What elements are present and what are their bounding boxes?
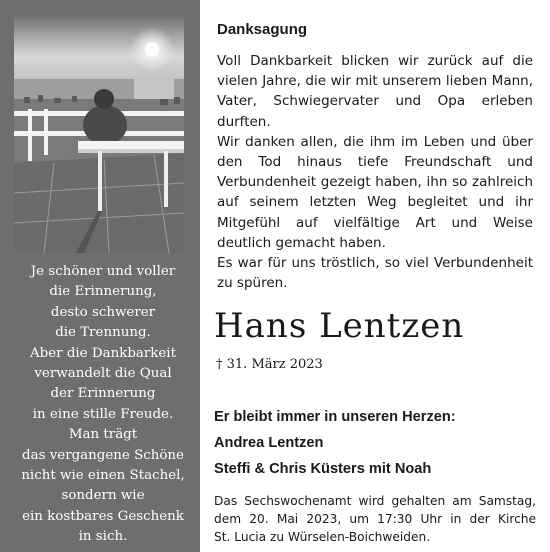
heading: Danksagung (217, 21, 308, 38)
closing-block (214, 404, 456, 482)
beach-bench-photo (14, 13, 184, 253)
paragraph (217, 132, 533, 253)
poem-line: verwandelt die Qual (34, 366, 172, 382)
deceased-name: Hans Lentzen (214, 306, 465, 346)
text-line: Vater, Schwiegervater und Opa erleben (217, 93, 533, 110)
poem-line: in eine stille Freude. (32, 406, 174, 422)
poem-line: ein kostbares Geschenk (22, 508, 184, 524)
thanks-text (217, 51, 533, 293)
poem-line: Man trägt (68, 427, 138, 443)
poem (8, 262, 198, 548)
poem-line: Je schöner und voller (30, 264, 176, 279)
text-line: durften. (217, 113, 271, 130)
service-notice (214, 492, 536, 546)
text-line: Wir danken allen, die ihm im Leben und über (217, 133, 533, 150)
poem-line: in sich. (78, 529, 128, 545)
text-line: vielen Jahre, die wir mit unserem lieben Mann, (217, 73, 533, 90)
poem-line: desto schwerer (50, 304, 156, 320)
poem-line: das vergangene Schöne (22, 447, 184, 463)
paragraph (217, 253, 533, 293)
notice-line: dem 20. Mai 2023, um 17:30 Uhr in der Kirche (214, 512, 536, 526)
closing-line: Er bleibt immer in unseren Herzen: (214, 409, 456, 425)
paragraph (217, 51, 533, 132)
poem-line: sondern wie (61, 488, 145, 504)
text-line: deutlich gemacht haben. (217, 234, 386, 251)
text-line: auf seinem letzten Weg begleitet und ihr (217, 194, 533, 211)
mourner-name: Andrea Lentzen (214, 435, 324, 451)
text-line: Verbundenheit gezeigt haben, ihn so zahlreich (217, 174, 533, 191)
text-line: den Tod hinaus tiefe Freundschaft und (217, 154, 533, 171)
death-date: † 31. März 2023 (216, 357, 323, 372)
poem-line: der Erinnerung (50, 386, 156, 402)
obituary-card (200, 0, 550, 552)
text-line: Voll Dankbarkeit blicken wir zurück auf die (217, 53, 533, 69)
poem-line: die Erinnerung, (49, 284, 157, 300)
left-column (0, 0, 198, 552)
mourner-name: Steffi & Chris Küsters mit Noah (214, 461, 432, 477)
notice-line: Das Sechswochenamt wird gehalten am Samstag, (214, 494, 536, 508)
notice-line: St. Lucia zu Würselen-Boichweiden. (214, 530, 431, 544)
text-line: Mitgefühl auf vielfältige Art und Weise (217, 214, 533, 231)
poem-line: die Trennung. (55, 325, 151, 341)
text-line: Es war für uns tröstlich, so viel Verbundenheit (217, 255, 533, 272)
text-line: zu spüren. (217, 275, 288, 292)
poem-line: Aber die Dankbarkeit (30, 345, 176, 361)
poem-line: nicht wie einen Stachel, (21, 468, 185, 484)
